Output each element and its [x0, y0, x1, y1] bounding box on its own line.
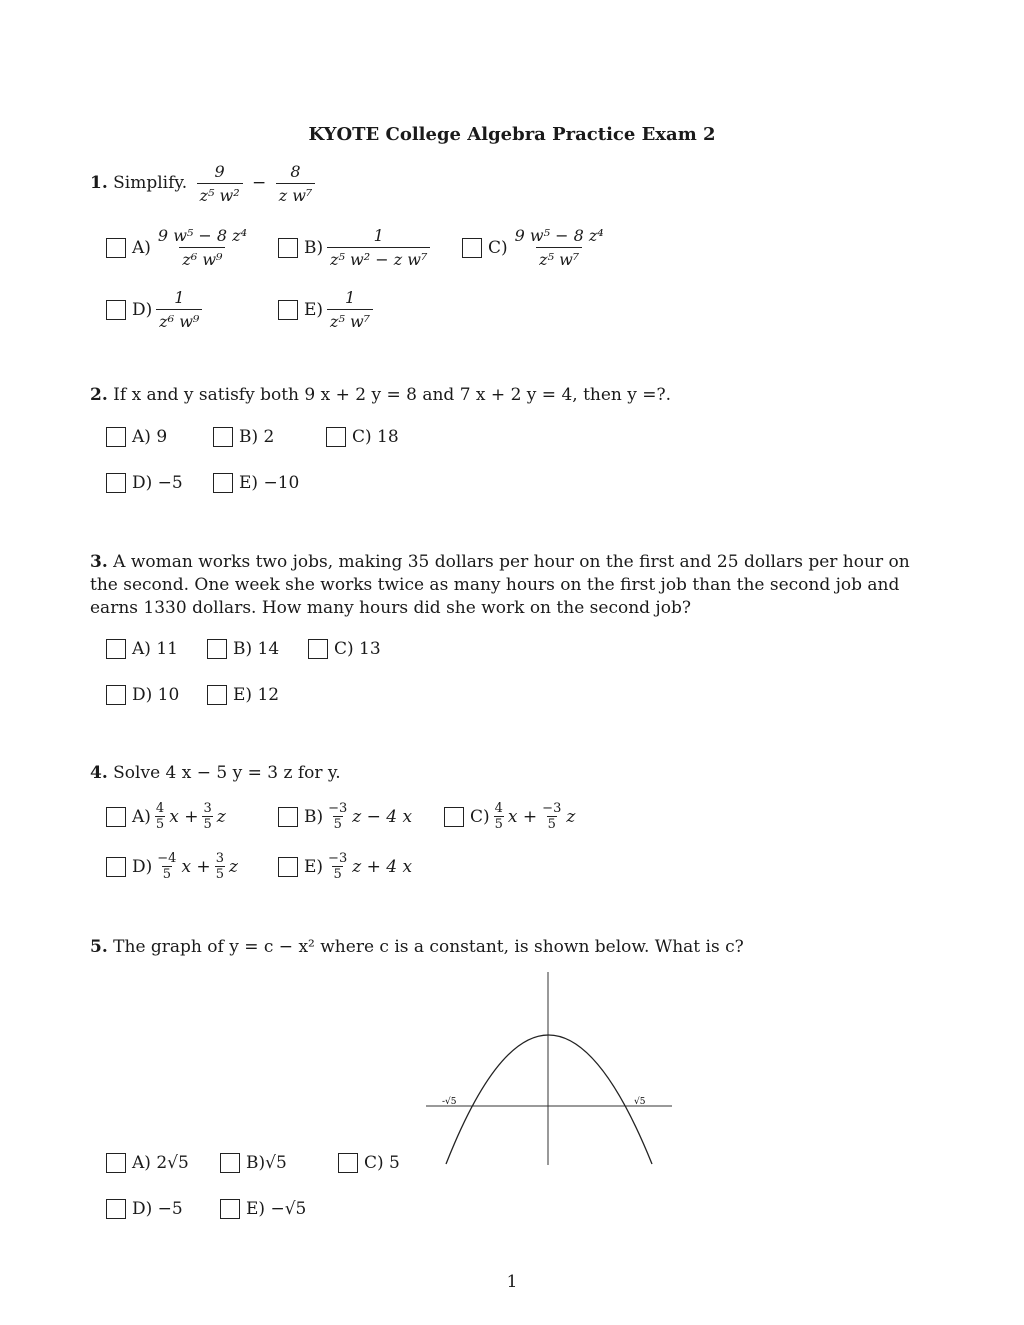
answer-checkbox[interactable]	[444, 807, 464, 827]
page-title: KYOTE College Algebra Practice Exam 2	[308, 124, 716, 145]
option-fraction: $\frac{1}{\text{z⁶ w⁹}}$	[156, 288, 202, 331]
option-label: D)	[132, 299, 153, 320]
option-3b[interactable]	[207, 639, 279, 659]
option-4a[interactable]	[106, 802, 226, 831]
answer-checkbox[interactable]	[106, 238, 126, 258]
option-text: A) 9	[132, 427, 168, 447]
option-1d[interactable]	[106, 288, 206, 331]
left-root-label: -√5	[442, 1097, 457, 1107]
option-3a[interactable]	[106, 639, 178, 659]
option-text: E) 12	[233, 685, 280, 705]
page-number: 1	[506, 1272, 518, 1292]
option-text: C) 18	[352, 427, 399, 447]
option-label: C)	[470, 806, 490, 827]
option-4c[interactable]	[444, 802, 575, 831]
answer-checkbox[interactable]	[207, 685, 227, 705]
answer-checkbox[interactable]	[106, 427, 126, 447]
option-1b[interactable]	[278, 226, 434, 269]
option-text: C) 13	[334, 639, 381, 659]
option-label: B)	[304, 806, 324, 827]
question-number: 1.	[90, 173, 108, 193]
option-2c[interactable]	[326, 427, 399, 447]
question-5	[90, 937, 744, 957]
option-4b[interactable]	[278, 802, 412, 831]
option-term: z	[566, 806, 576, 827]
answer-checkbox[interactable]	[106, 1199, 126, 1219]
fraction: $\frac{4}{5}$	[155, 801, 165, 832]
option-text: D) −5	[132, 1199, 183, 1219]
answer-checkbox[interactable]	[207, 639, 227, 659]
answer-checkbox[interactable]	[213, 473, 233, 493]
option-term: x +	[181, 856, 211, 877]
answer-checkbox[interactable]	[220, 1153, 240, 1173]
option-label: D)	[132, 856, 153, 877]
option-fraction: $\frac{\text{9 w⁵ − 8 z⁴}}{\text{z⁶ w⁹}}$	[157, 226, 247, 269]
operator: −	[252, 173, 267, 193]
option-2d[interactable]	[106, 473, 183, 493]
fraction: $\frac{3}{5}$	[215, 851, 224, 882]
question-3	[90, 551, 920, 620]
option-5c[interactable]	[338, 1153, 400, 1173]
fraction: $\frac{-3}{5}$	[328, 801, 348, 832]
option-term: z − 4 x	[352, 806, 413, 827]
option-text: D) −5	[132, 473, 183, 493]
fraction: $\frac{8}{\text{z w⁷}}$	[276, 162, 316, 205]
question-prompt: Simplify.	[113, 173, 188, 193]
option-3e[interactable]	[207, 685, 279, 705]
option-text: C) 5	[364, 1153, 400, 1173]
question-2	[90, 385, 671, 405]
question-text: A woman works two jobs, making 35 dollars per hour on the first and 25 dollars per hour on the second. One week she works twice as many hours on the first job than the second job and earns 1330 dollars. How many hours did she work on the second job?	[90, 552, 910, 618]
option-label: B)	[304, 237, 324, 258]
option-term: z	[228, 856, 238, 877]
answer-checkbox[interactable]	[106, 473, 126, 493]
answer-checkbox[interactable]	[106, 300, 126, 320]
option-text: A) 2√5	[132, 1153, 189, 1173]
fraction: $\frac{-3}{5}$	[328, 851, 348, 882]
answer-checkbox[interactable]	[213, 427, 233, 447]
option-1c[interactable]	[462, 226, 611, 269]
option-3c[interactable]	[308, 639, 381, 659]
option-term: z + 4 x	[352, 856, 413, 877]
parabola-curve	[446, 1035, 652, 1164]
question-text: Solve 4 x − 5 y = 3 z for y.	[113, 763, 341, 783]
question-1	[90, 162, 319, 205]
answer-checkbox[interactable]	[278, 857, 298, 877]
answer-checkbox[interactable]	[106, 1153, 126, 1173]
answer-checkbox[interactable]	[278, 300, 298, 320]
answer-checkbox[interactable]	[462, 238, 482, 258]
option-text: D) 10	[132, 685, 180, 705]
fraction: $\frac{4}{5}$	[494, 801, 503, 832]
answer-checkbox[interactable]	[106, 857, 126, 877]
question-text: The graph of y = c − x² where c is a constant, is shown below. What is c?	[113, 937, 744, 957]
option-label: C)	[488, 237, 508, 258]
option-text: B)√5	[246, 1153, 287, 1173]
option-text: A) 11	[132, 639, 178, 659]
option-label: E)	[304, 299, 324, 320]
question-number: 3.	[90, 552, 108, 572]
option-fraction: $\frac{\text{9 w⁵ − 8 z⁴}}{\text{z⁵ w⁷}}$	[514, 226, 604, 269]
option-term: z	[216, 806, 226, 827]
option-text: B) 14	[233, 639, 280, 659]
option-5d[interactable]	[106, 1199, 183, 1219]
answer-checkbox[interactable]	[326, 427, 346, 447]
question-number: 5.	[90, 937, 108, 957]
option-5a[interactable]	[106, 1153, 189, 1173]
fraction: $\frac{-3}{5}$	[542, 801, 562, 832]
option-2a[interactable]	[106, 427, 167, 447]
question-4	[90, 763, 341, 783]
answer-checkbox[interactable]	[106, 685, 126, 705]
option-fraction: $\frac{1}{\text{z⁵ w² − z w⁷}}$	[327, 226, 430, 269]
parabola-graph	[420, 970, 680, 1170]
answer-checkbox[interactable]	[106, 807, 126, 827]
question-number: 4.	[90, 763, 108, 783]
question-text: If x and y satisfy both 9 x + 2 y = 8 and 7 x + 2 y = 4, then y =?.	[113, 385, 672, 405]
option-3d[interactable]	[106, 685, 179, 705]
answer-checkbox[interactable]	[278, 807, 298, 827]
option-5e[interactable]	[220, 1199, 306, 1219]
option-label: A)	[132, 806, 151, 827]
option-label: E)	[304, 856, 324, 877]
option-1a[interactable]	[106, 226, 254, 269]
option-label: A)	[132, 237, 151, 258]
answer-checkbox[interactable]	[338, 1153, 358, 1173]
question-number: 2.	[90, 385, 108, 405]
option-2b[interactable]	[213, 427, 274, 447]
answer-checkbox[interactable]	[106, 639, 126, 659]
option-term: x +	[507, 806, 538, 827]
option-2e[interactable]	[213, 473, 299, 493]
option-5b[interactable]	[220, 1153, 287, 1173]
option-4d[interactable]	[106, 852, 238, 881]
fraction: $\frac{9}{\text{z⁵ w²}}$	[197, 162, 243, 205]
option-1e[interactable]	[278, 288, 377, 331]
fraction: $\frac{-4}{5}$	[157, 851, 177, 882]
option-text: E) −√5	[246, 1199, 307, 1219]
option-text: B) 2	[239, 427, 275, 447]
fraction: $\frac{3}{5}$	[203, 801, 212, 832]
option-term: x +	[169, 806, 199, 827]
answer-checkbox[interactable]	[308, 639, 328, 659]
option-fraction: $\frac{1}{\text{z⁵ w⁷}}$	[327, 288, 373, 331]
answer-checkbox[interactable]	[220, 1199, 240, 1219]
answer-checkbox[interactable]	[278, 238, 298, 258]
option-text: E) −10	[239, 473, 300, 493]
right-root-label: √5	[634, 1097, 646, 1107]
option-4e[interactable]	[278, 852, 412, 881]
